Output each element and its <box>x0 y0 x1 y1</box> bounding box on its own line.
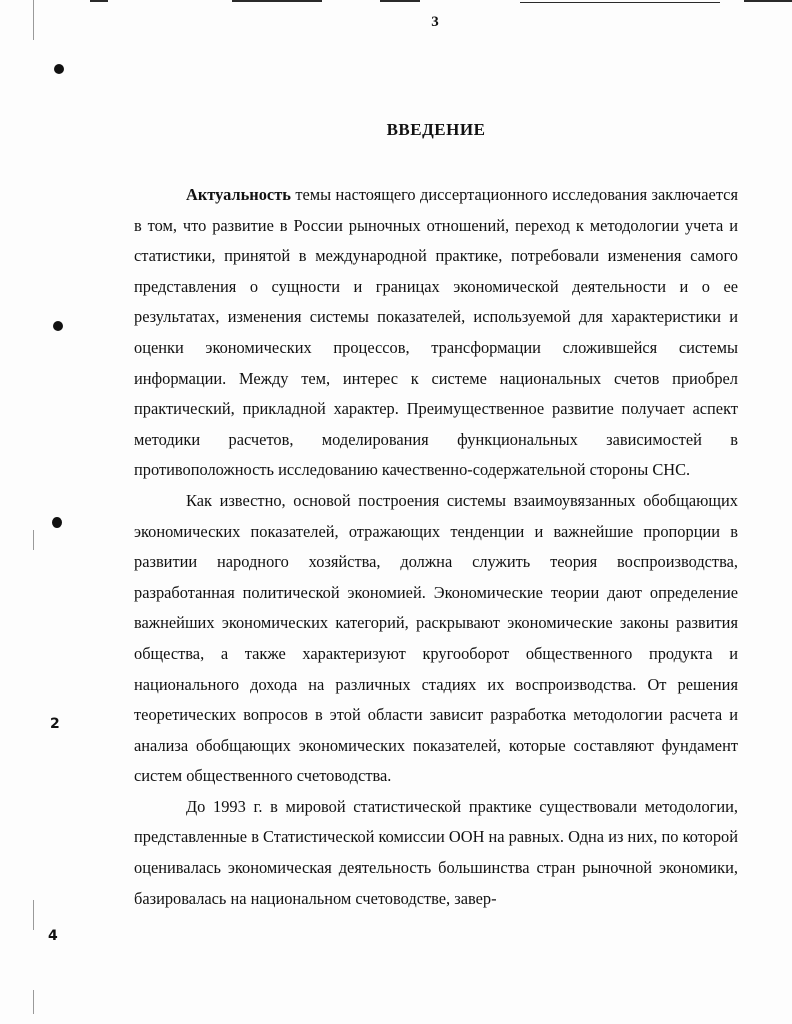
punch-hole-mark <box>53 321 63 331</box>
scan-artifact <box>232 0 322 2</box>
keyword-lead: Актуальность <box>186 185 291 204</box>
margin-mark: 4 <box>48 928 58 944</box>
scan-artifact <box>520 2 720 3</box>
punch-hole-mark <box>52 517 62 528</box>
page-number: 3 <box>431 14 439 30</box>
section-heading: ВВЕДЕНИЕ <box>386 120 486 139</box>
margin-rule <box>33 900 34 930</box>
paragraph <box>134 486 738 792</box>
paragraph-text: темы настоящего диссертационного исследования заключается в том, что развитие в России рыночных отношений, переход к методологии учета и статистики, принятой в международной практике, потребовали изменения самого представления о сущности и границах экономической деятельности и о ее результатах, изменения системы показателей, используемой для характеристики и оценки экономических процессов, трансформации сложившейся системы информации. Между тем, интерес к системе национальных счетов приобрел практический, прикладной характер. Преимущественное развитие получает аспект методики расчетов, моделирования функциональных зависимостей в противоположность исследованию качественно-содержательной стороны СНС. <box>134 185 738 480</box>
scan-artifact <box>90 0 108 2</box>
scan-artifact <box>380 0 420 2</box>
punch-hole-mark <box>54 64 64 74</box>
body-text <box>134 180 738 914</box>
margin-rule <box>33 530 34 550</box>
paragraph <box>134 180 738 486</box>
paragraph <box>134 792 738 914</box>
paragraph-text: Как известно, основой построения системы взаимоувязанных обобщающих экономических показателей, отражающих тенденции и важнейшие пропорции в развитии народного хозяйства, должна служить теория воспроизводства, разработанная политической экономией. Экономические теории дают определение важнейших экономических категорий, раскрывают экономические законы развития общества, а также характеризуют кругооборот общественного продукта и национального дохода на различных стадиях их воспроизводства. От решения теоретических вопросов в этой области зависит разработка методологии расчета и анализа обобщающих экономических показателей, которые составляют фундамент систем общественного счетоводства. <box>134 490 738 786</box>
margin-rule <box>33 990 34 1014</box>
paragraph-text: До 1993 г. в мировой статистической практике существовали методологии, представленные в Статистической комиссии ООН на равных. Одна из них, по которой оценивалась экономическая деятельность большинства стран рыночной экономики, базировалась на национальном счетоводстве, завер- <box>134 796 738 908</box>
scan-artifact <box>744 0 792 2</box>
margin-mark: 2 <box>50 716 60 732</box>
